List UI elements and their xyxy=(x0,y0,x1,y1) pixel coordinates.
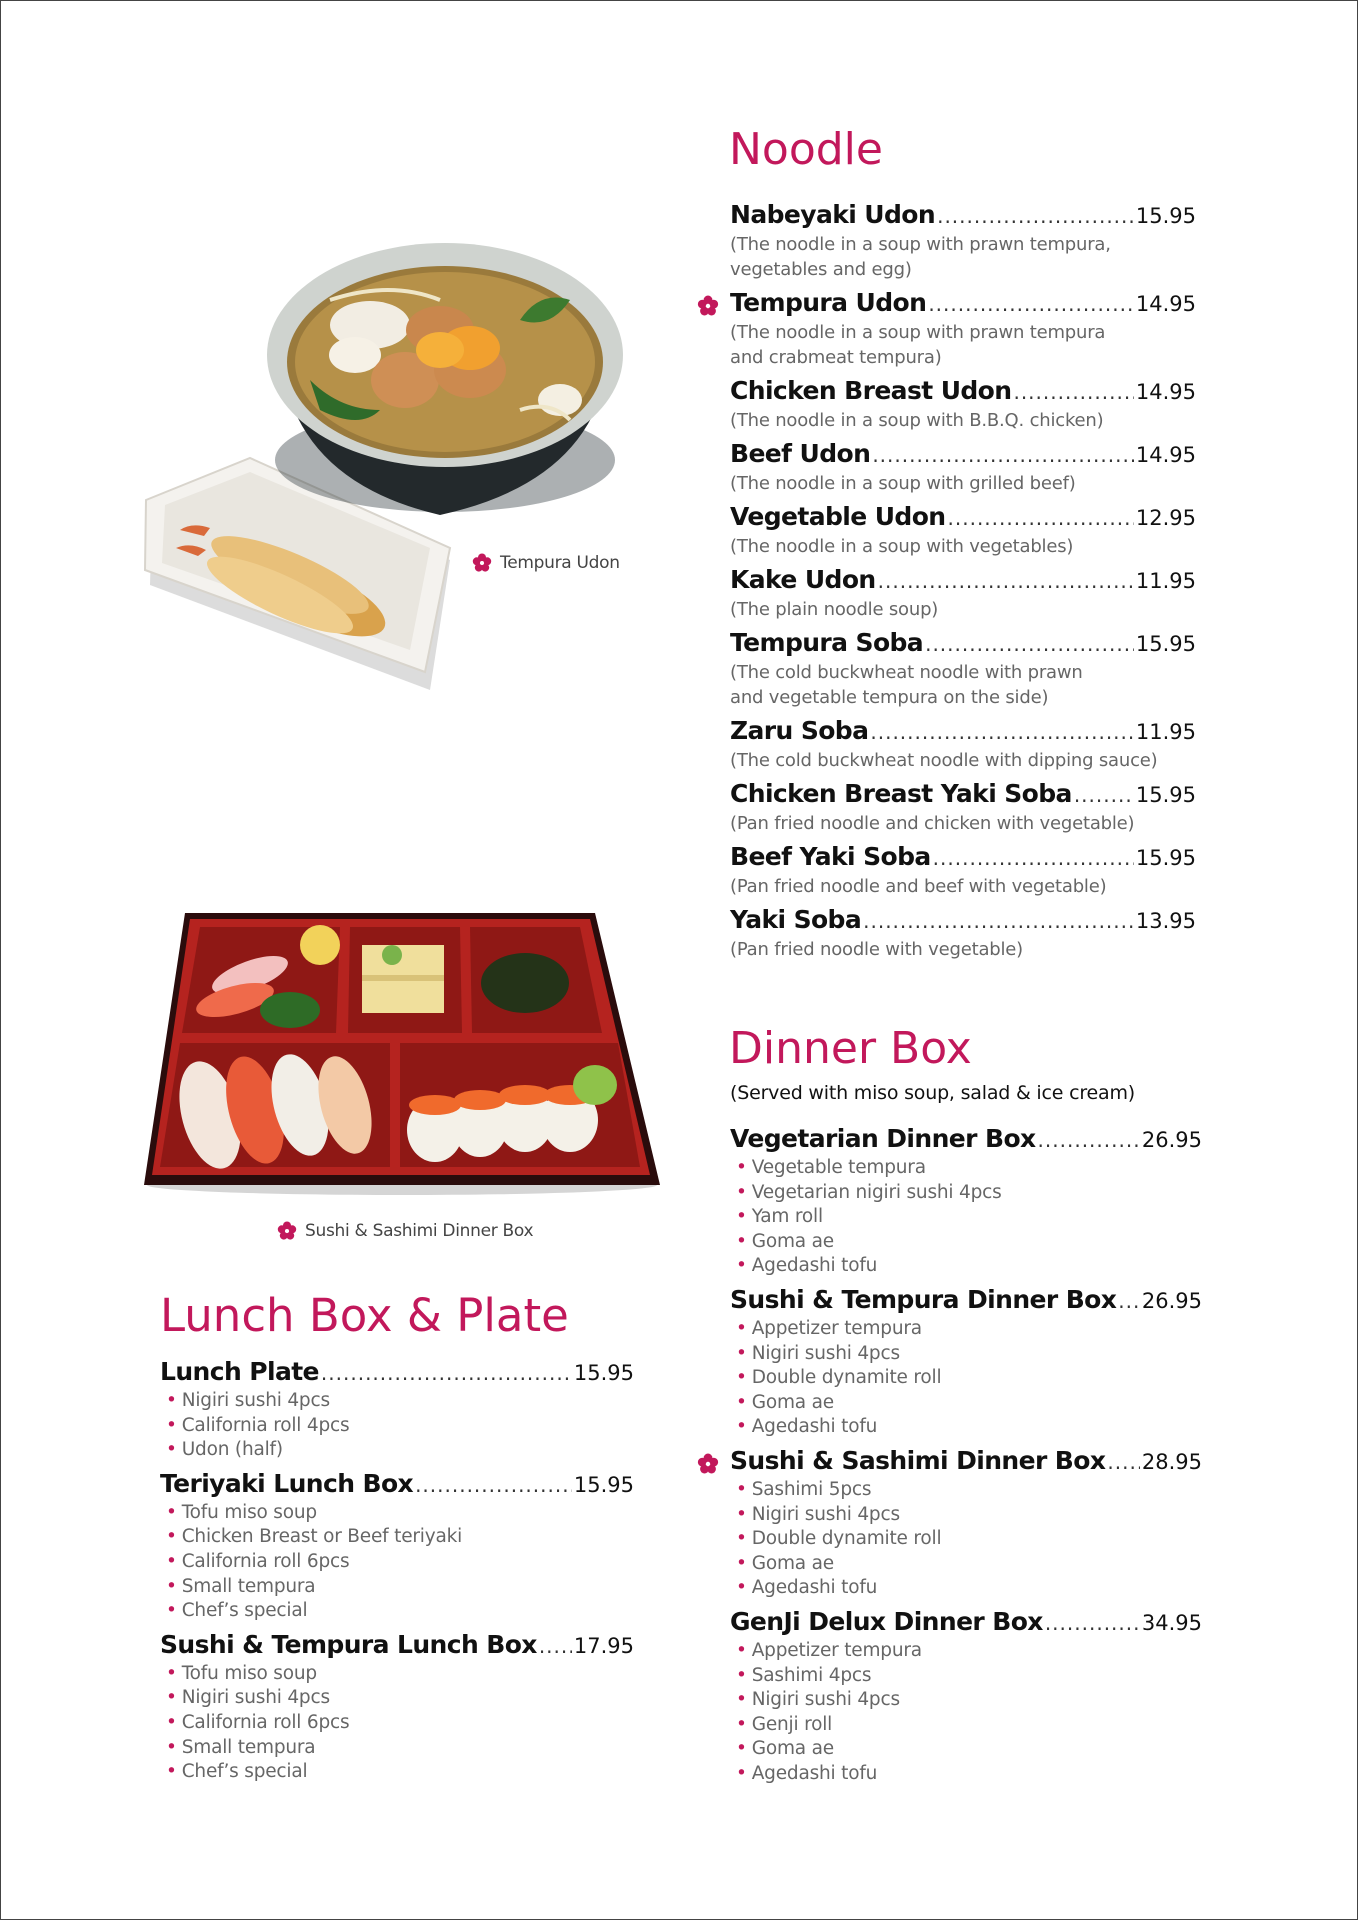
dot-leader xyxy=(415,1473,572,1497)
menu-item-content: • Sashimi 4pcs xyxy=(736,1664,1202,1689)
menu-item-price: 14.95 xyxy=(1135,380,1196,404)
menu-item-content: • Agedashi tofu xyxy=(736,1415,1202,1440)
menu-item-price: 15.95 xyxy=(1135,846,1196,870)
menu-item-description: (The cold buckwheat noodle with dipping sauce) xyxy=(730,750,1158,771)
menu-item-content: • California roll 6pcs xyxy=(166,1711,634,1736)
menu-item-name: Chicken Breast Udon xyxy=(730,376,1012,405)
menu-item-description: (The noodle in a soup with grilled beef) xyxy=(730,473,1076,494)
menu-item-content: • Double dynamite roll xyxy=(736,1527,1202,1552)
menu-item-row xyxy=(160,1630,634,1662)
menu-item-content: • Goma ae xyxy=(736,1391,1202,1416)
menu-item-content: • Tofu miso soup xyxy=(166,1501,634,1526)
menu-item-description: and crabmeat tempura) xyxy=(730,347,942,368)
menu-item-content: • Nigiri sushi 4pcs xyxy=(736,1688,1202,1713)
menu-item xyxy=(730,200,1196,282)
menu-item-name: Zaru Soba xyxy=(730,716,869,745)
menu-item xyxy=(730,842,1196,899)
menu-item-row xyxy=(730,628,1196,660)
dot-leader xyxy=(948,506,1134,530)
menu-item xyxy=(730,288,1196,370)
menu-item-contents xyxy=(730,1639,1202,1787)
dot-leader xyxy=(937,204,1134,228)
menu-item-content: • Agedashi tofu xyxy=(736,1254,1202,1279)
caption-text: Tempura Udon xyxy=(500,553,620,573)
dot-leader xyxy=(1107,1450,1140,1474)
menu-item-price: 34.95 xyxy=(1141,1610,1202,1635)
menu-item-content: • Nigiri sushi 4pcs xyxy=(166,1389,634,1414)
menu-item-price: 13.95 xyxy=(1135,909,1196,933)
caption-text: Sushi & Sashimi Dinner Box xyxy=(305,1221,534,1241)
menu-item-row xyxy=(730,1607,1202,1639)
menu-item-price: 26.95 xyxy=(1141,1288,1202,1313)
menu-item-row xyxy=(730,288,1196,320)
tempura-udon-photo xyxy=(140,230,640,690)
menu-item-description: (The noodle in a soup with prawn tempura, xyxy=(730,234,1111,255)
sushi-sashimi-dinner-box-photo xyxy=(140,905,665,1195)
noodle-list xyxy=(730,200,1196,968)
favorite-flower-icon xyxy=(697,295,719,317)
menu-item xyxy=(730,1124,1202,1279)
menu-item-row xyxy=(730,905,1196,937)
menu-item-price: 14.95 xyxy=(1135,443,1196,467)
menu-item-name: Sushi & Tempura Dinner Box xyxy=(730,1284,1117,1314)
bento-photo-caption xyxy=(277,1221,533,1241)
menu-item-name: Beef Yaki Soba xyxy=(730,842,931,871)
menu-item xyxy=(160,1357,634,1463)
favorite-flower-icon xyxy=(697,1453,719,1475)
menu-item-name: Lunch Plate xyxy=(160,1357,319,1386)
dot-leader xyxy=(870,720,1134,744)
menu-item-name: Chicken Breast Yaki Soba xyxy=(730,779,1072,808)
menu-item xyxy=(730,439,1196,496)
flower-icon xyxy=(277,1221,297,1241)
menu-item-contents xyxy=(730,1317,1202,1440)
menu-item-content: • Goma ae xyxy=(736,1552,1202,1577)
menu-item-content: • Appetizer tempura xyxy=(736,1317,1202,1342)
dinner-box-title: Dinner Box xyxy=(729,1023,972,1074)
noodle-title: Noodle xyxy=(729,124,883,175)
menu-item-content: • Nigiri sushi 4pcs xyxy=(166,1686,634,1711)
menu-item-row xyxy=(730,1124,1202,1156)
menu-item-content: • Yam roll xyxy=(736,1205,1202,1230)
menu-item-row xyxy=(730,376,1196,408)
menu-item-name: Sushi & Sashimi Dinner Box xyxy=(730,1445,1106,1475)
menu-item-content: • Goma ae xyxy=(736,1737,1202,1762)
menu-item xyxy=(730,779,1196,836)
menu-item-content: • Small tempura xyxy=(166,1575,634,1600)
menu-item-name: Nabeyaki Udon xyxy=(730,200,936,229)
menu-item xyxy=(730,905,1196,962)
menu-item-content: • Double dynamite roll xyxy=(736,1366,1202,1391)
menu-item-row xyxy=(730,200,1196,232)
menu-item xyxy=(730,502,1196,559)
dot-leader xyxy=(539,1634,572,1658)
menu-item-description: and vegetable tempura on the side) xyxy=(730,687,1049,708)
menu-item-row xyxy=(730,502,1196,534)
dot-leader xyxy=(1074,783,1134,807)
menu-item-description: (Pan fried noodle and beef with vegetable) xyxy=(730,876,1107,897)
dot-leader xyxy=(321,1361,572,1385)
menu-item xyxy=(730,565,1196,622)
menu-item-price: 15.95 xyxy=(1135,783,1196,807)
menu-item-description: (The noodle in a soup with prawn tempura xyxy=(730,322,1106,343)
menu-item-row xyxy=(160,1357,634,1389)
menu-item-description: (Pan fried noodle and chicken with vegetable) xyxy=(730,813,1135,834)
menu-item-price: 12.95 xyxy=(1135,506,1196,530)
menu-item-name: Vegetarian Dinner Box xyxy=(730,1124,1036,1153)
dot-leader xyxy=(1045,1611,1140,1635)
menu-item-row xyxy=(730,1446,1202,1478)
menu-item-row xyxy=(730,439,1196,471)
menu-item-name: Sushi & Tempura Lunch Box xyxy=(160,1629,537,1659)
dot-leader xyxy=(928,292,1134,316)
lunch-box-list xyxy=(160,1357,634,1791)
menu-item-price: 15.95 xyxy=(1135,632,1196,656)
menu-item-name: GenJi Delux Dinner Box xyxy=(730,1606,1043,1636)
menu-item-content: • Chicken Breast or Beef teriyaki xyxy=(166,1525,634,1550)
menu-item-name: Kake Udon xyxy=(730,565,876,594)
udon-bowl xyxy=(267,243,623,515)
menu-item-name: Tempura Udon xyxy=(730,288,927,317)
menu-item-row xyxy=(160,1469,634,1501)
menu-item-contents xyxy=(160,1662,634,1785)
menu-item-content: • Small tempura xyxy=(166,1736,634,1761)
menu-item-contents xyxy=(730,1478,1202,1601)
lunch-box-title: Lunch Box & Plate xyxy=(160,1289,569,1342)
menu-item-content: • Appetizer tempura xyxy=(736,1639,1202,1664)
dot-leader xyxy=(878,569,1134,593)
menu-item xyxy=(730,1285,1202,1440)
menu-item-content: • Nigiri sushi 4pcs xyxy=(736,1342,1202,1367)
menu-item-row xyxy=(730,779,1196,811)
menu-item-contents xyxy=(160,1389,634,1463)
menu-item xyxy=(160,1630,634,1785)
menu-item-content: • Chef’s special xyxy=(166,1599,634,1624)
menu-item-description: (The plain noodle soup) xyxy=(730,599,939,620)
dinner-box-note: (Served with miso soup, salad & ice cream) xyxy=(730,1082,1135,1104)
menu-item-content: • Tofu miso soup xyxy=(166,1662,634,1687)
menu-item-price: 15.95 xyxy=(573,1472,634,1497)
menu-item-content: • Nigiri sushi 4pcs xyxy=(736,1503,1202,1528)
menu-item-description: (Pan fried noodle with vegetable) xyxy=(730,939,1023,960)
menu-item-row xyxy=(730,1285,1202,1317)
menu-item-contents xyxy=(730,1156,1202,1279)
menu-item-name: Yaki Soba xyxy=(730,905,862,934)
dot-leader xyxy=(1118,1289,1140,1313)
menu-item-name: Beef Udon xyxy=(730,439,871,468)
menu-item-price: 26.95 xyxy=(1141,1128,1202,1152)
menu-item-price: 14.95 xyxy=(1135,292,1196,316)
menu-item-name: Vegetable Udon xyxy=(730,502,946,531)
menu-item-contents xyxy=(160,1501,634,1624)
menu-item-name: Tempura Soba xyxy=(730,628,924,657)
dot-leader xyxy=(925,632,1134,656)
menu-item xyxy=(730,628,1196,710)
menu-item-description: (The noodle in a soup with B.B.Q. chicken) xyxy=(730,410,1104,431)
menu-item-price: 11.95 xyxy=(1135,569,1196,593)
menu-item-row xyxy=(730,565,1196,597)
menu-item-content: • Agedashi tofu xyxy=(736,1762,1202,1787)
dot-leader xyxy=(863,909,1134,933)
dot-leader xyxy=(1013,380,1133,404)
menu-item-price: 28.95 xyxy=(1141,1449,1202,1474)
menu-item-price: 15.95 xyxy=(1135,204,1196,228)
dot-leader xyxy=(872,443,1134,467)
menu-item-row xyxy=(730,842,1196,874)
menu-item-content: • Agedashi tofu xyxy=(736,1576,1202,1601)
menu-item-name: Teriyaki Lunch Box xyxy=(160,1468,414,1498)
menu-item xyxy=(730,716,1196,773)
dot-leader xyxy=(1038,1128,1140,1152)
menu-item-content: • Genji roll xyxy=(736,1713,1202,1738)
dinner-box-list xyxy=(730,1124,1202,1792)
menu-item-content: • Vegetarian nigiri sushi 4pcs xyxy=(736,1181,1202,1206)
menu-item-row xyxy=(730,716,1196,748)
dot-leader xyxy=(933,846,1134,870)
menu-item xyxy=(730,1607,1202,1787)
menu-item-description: (The noodle in a soup with vegetables) xyxy=(730,536,1074,557)
flower-icon xyxy=(472,553,492,573)
menu-item-content: • Udon (half) xyxy=(166,1438,634,1463)
menu-item-price: 11.95 xyxy=(1135,720,1196,744)
menu-item-content: • Chef’s special xyxy=(166,1760,634,1785)
menu-item xyxy=(730,1446,1202,1601)
menu-item xyxy=(160,1469,634,1624)
menu-item-description: vegetables and egg) xyxy=(730,259,912,280)
menu-item-content: • Goma ae xyxy=(736,1230,1202,1255)
udon-photo-caption xyxy=(472,553,620,573)
menu-item-content: • California roll 6pcs xyxy=(166,1550,634,1575)
menu-item-price: 17.95 xyxy=(573,1633,634,1658)
menu-item-content: • California roll 4pcs xyxy=(166,1414,634,1439)
menu-item-content: • Sashimi 5pcs xyxy=(736,1478,1202,1503)
menu-item-content: • Vegetable tempura xyxy=(736,1156,1202,1181)
menu-item-price: 15.95 xyxy=(573,1361,634,1385)
menu-item-description: (The cold buckwheat noodle with prawn xyxy=(730,662,1083,683)
menu-item xyxy=(730,376,1196,433)
